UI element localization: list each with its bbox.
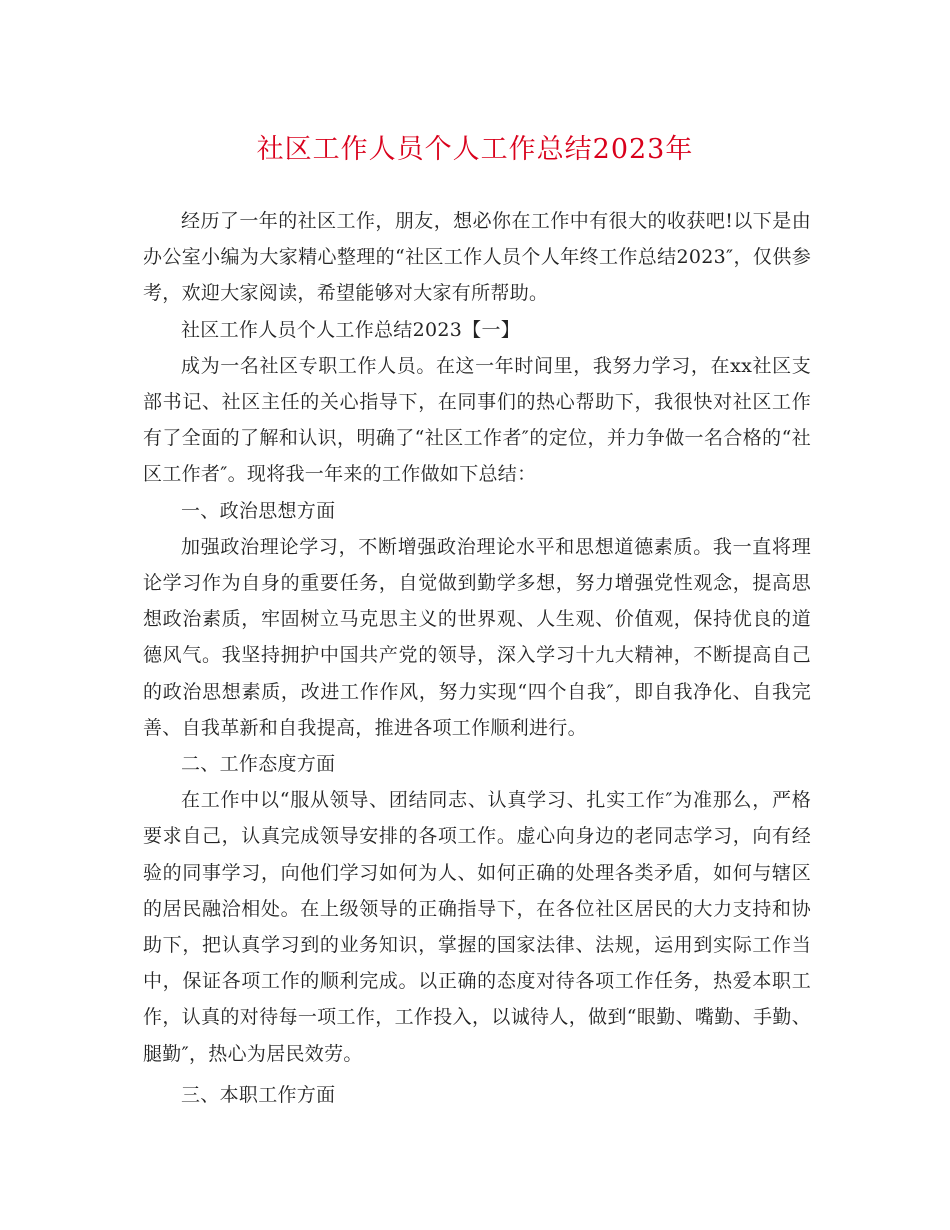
body-paragraph: 在工作中以“服从领导、团结同志、认真学习、扎实工作″为准那么，严格要求自己，认真完成领导安排的各项工作。虚心向身边的老同志学习，向有经验的同事学习，向他们学习如何为人、如何正确的处理各类矛盾，如何与辖区的居民融洽相处。在上级领导的正确指导下，在各位社区居民的大力支持和协助下，把认真学习到的业务知识，掌握的国家法律、法规，运用到实际工作当中，保证各项工作的顺利完成。以正确的态度对待各项工作任务，热爱本职工作，认真的对待每一项工作，工作投入，以诚待人，做到“眼勤、嘴勤、手勤、腿勤″，热心为居民效劳。 [143, 789, 811, 1065]
document-body [143, 203, 811, 1113]
body-paragraph: 成为一名社区专职工作人员。在这一年时间里，我努力学习，在xx社区支部书记、社区主任的关心指导下，在同事们的热心帮助下，我很快对社区工作有了全面的了解和认识，明确了“社区工作者″的定位，并力争做一名合格的“社区工作者″。现将我一年来的工作做如下总结： [143, 354, 811, 486]
section-heading-political: 一、政治思想方面 [181, 499, 336, 522]
intro-paragraph: 经历了一年的社区工作，朋友，想必你在工作中有很大的收获吧!以下是由办公室小编为大家精心整理的“社区工作人员个人年终工作总结2023″，仅供参考，欢迎大家阅读，希望能够对大家有所帮助。 [143, 210, 811, 305]
document-title: 社区工作人员个人工作总结2023年 [256, 134, 694, 165]
body-paragraph: 加强政治理论学习，不断增强政治理论水平和思想道德素质。我一直将理论学习作为自身的重要任务，自觉做到勤学多想，努力增强党性观念，提高思想政治素质，牢固树立马克思主义的世界观、人生观、价值观，保持优良的道德风气。我坚持拥护中国共产党的领导，深入学习十九大精神，不断提高自己的政治思想素质，改进工作作风，努力实现“四个自我″，即自我净化、自我完善、自我革新和自我提高，推进各项工作顺利进行。 [143, 535, 811, 739]
section-heading-part-one: 社区工作人员个人工作总结2023【一】 [181, 318, 521, 341]
section-heading-attitude: 二、工作态度方面 [181, 753, 336, 776]
section-heading-duties: 三、本职工作方面 [181, 1083, 336, 1106]
